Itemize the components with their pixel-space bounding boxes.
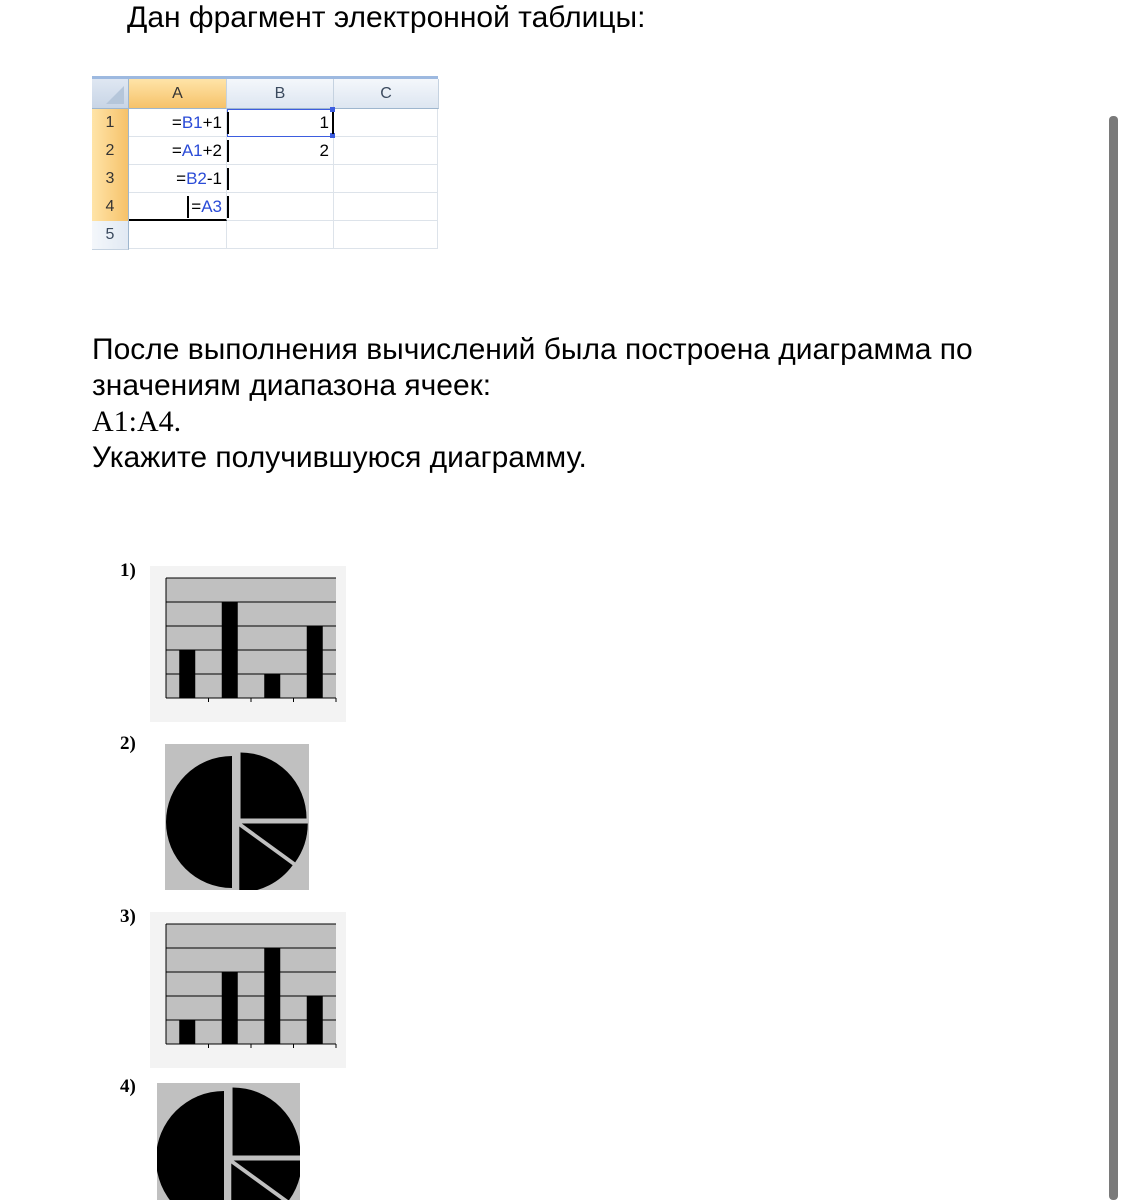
cell-c4[interactable] (334, 193, 438, 221)
referenced-cell-outline (227, 109, 334, 137)
text-cursor-icon (187, 196, 189, 218)
intro-text: Дан фрагмент электронной таблицы: (127, 1, 646, 34)
cell-a5[interactable] (129, 221, 227, 249)
text-cursor-icon (227, 168, 229, 190)
cell-a4-ref: A3 (201, 197, 222, 216)
bar-2 (222, 972, 238, 1044)
cell-c1[interactable] (334, 109, 438, 137)
cell-a1-eq: = (171, 113, 182, 132)
question-range: A1:A4. (92, 405, 182, 438)
cell-c2[interactable] (334, 137, 438, 165)
bar-4 (307, 626, 323, 698)
option-2-label[interactable]: 2) (120, 733, 136, 754)
cell-a4[interactable] (129, 193, 227, 221)
option-2-pie-chart[interactable] (165, 744, 309, 890)
cell-b3[interactable] (227, 165, 334, 193)
option-1-label[interactable]: 1) (120, 560, 136, 581)
row-header-1[interactable]: 1 (92, 109, 129, 138)
bar-1 (179, 650, 195, 698)
cell-a3-rest: -1 (206, 169, 222, 188)
cell-a4-eq: = (191, 197, 202, 216)
bar-1 (179, 1020, 195, 1044)
cell-b4[interactable] (227, 193, 334, 221)
option-4-pie-chart[interactable] (157, 1083, 300, 1200)
select-all-corner[interactable] (92, 79, 129, 109)
question-line-4: Укажите получившуюся диаграмму. (92, 441, 587, 474)
cell-b1[interactable]: 1 (227, 109, 334, 137)
row-header-4[interactable]: 4 (92, 193, 129, 222)
bar-3 (264, 948, 280, 1044)
option-3-label[interactable]: 3) (120, 906, 136, 927)
text-cursor-icon (332, 112, 334, 134)
column-header-a[interactable]: A (129, 79, 227, 109)
row-header-3[interactable]: 3 (92, 165, 129, 194)
cell-a2[interactable] (129, 137, 227, 165)
text-cursor-icon (227, 112, 229, 134)
bar-4 (307, 996, 323, 1044)
row-header-2[interactable]: 2 (92, 137, 129, 166)
cell-a3-eq: = (176, 169, 187, 188)
bar-2 (222, 602, 238, 698)
column-header-c[interactable]: C (334, 79, 439, 109)
vertical-scrollbar[interactable] (1109, 116, 1118, 1200)
bar-3 (264, 674, 280, 698)
option-3-bar-chart[interactable] (150, 912, 346, 1068)
row-header-5[interactable]: 5 (92, 221, 129, 250)
cell-a3[interactable] (129, 165, 227, 193)
spreadsheet-fragment (92, 76, 438, 250)
cell-a2-rest: +2 (202, 141, 222, 160)
cell-a1-ref: B1 (181, 113, 203, 132)
cell-a1[interactable] (129, 109, 227, 137)
cell-a2-ref: A1 (181, 141, 203, 160)
cell-a2-eq: = (171, 141, 182, 160)
cell-c3[interactable] (334, 165, 438, 193)
text-cursor-icon (227, 140, 229, 162)
question-line-2: значениям диапазона ячеек: (92, 369, 492, 402)
column-header-b[interactable]: B (227, 79, 334, 109)
option-4-label[interactable]: 4) (120, 1076, 136, 1097)
cell-a3-ref: B2 (186, 169, 207, 188)
cell-c5[interactable] (334, 221, 438, 249)
cell-a1-rest: +1 (202, 113, 222, 132)
question-line-1: После выполнения вычислений была построена диаграмма по (92, 333, 973, 366)
option-1-bar-chart[interactable] (150, 566, 346, 722)
cell-b2[interactable]: 2 (227, 137, 334, 165)
text-cursor-icon (227, 196, 229, 218)
cell-b5[interactable] (227, 221, 334, 249)
question-block (92, 332, 973, 476)
